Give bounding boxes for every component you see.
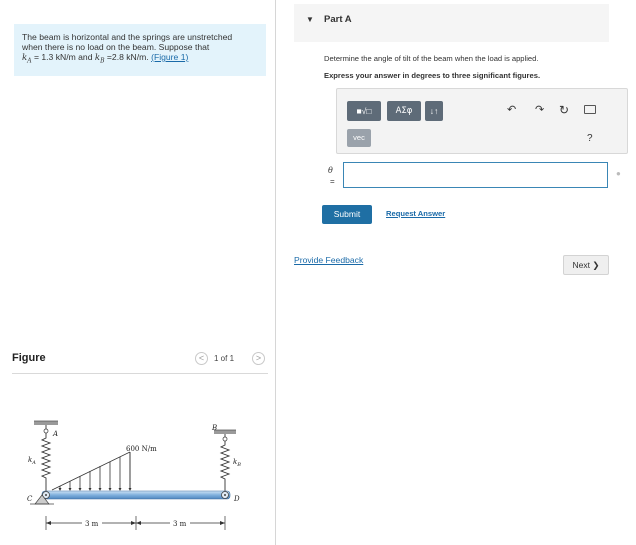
kb-symbol: k [94,53,101,63]
spring-b [221,441,229,484]
figure-next-button[interactable]: > [252,352,265,365]
label-d: D [234,495,240,503]
answer-variable: θ [328,166,333,175]
undo-icon[interactable]: ↶ [507,104,517,116]
label-ka: $k_A$ [28,456,36,466]
beam-figure [26,418,246,540]
arrows-tool-button[interactable]: ↓↑ [425,101,443,121]
ceiling-support-b [214,430,236,441]
and-text: and [75,52,95,62]
dimension-label-1: 3 m [85,520,99,528]
redo-icon[interactable]: ↷ [535,104,545,116]
kb-value: =2.8 kN/m [104,52,147,62]
period: . [146,52,152,62]
math-editor-toolbar [336,88,628,154]
ka-symbol: k [22,53,28,63]
figure-divider [12,373,268,374]
problem-line-3 [22,52,258,67]
distributed-load [52,452,130,490]
submit-button[interactable]: Submit [322,205,372,224]
help-icon[interactable]: ? [587,133,593,144]
ka-value: = 1.3 kN/m [31,52,76,62]
figure-page-count: 1 of 1 [214,354,235,363]
ka-subscript: A [27,57,32,65]
left-panel [0,0,276,545]
collapse-caret-icon[interactable]: ▼ [306,15,314,24]
beam [42,491,230,499]
label-a: A [53,430,59,438]
question-text: Determine the angle of tilt of the beam when the load is applied. [324,54,539,63]
problem-line-2: when there is no load on the beam. Suppose that [22,42,210,52]
answer-input[interactable] [343,162,608,188]
label-load: 600 N/m [126,445,157,453]
label-kb: $k_B$ [233,458,241,468]
load-arrowheads [59,488,132,491]
reset-icon[interactable]: ↻ [559,103,570,117]
figure-title: Figure [12,352,46,364]
problem-line-1: The beam is horizontal and the springs are unstretched [22,32,233,42]
request-answer-link[interactable]: Request Answer [386,209,446,218]
figure-prev-button[interactable]: < [195,352,208,365]
kb-subscript: B [100,57,105,65]
spring-a [42,433,50,484]
vector-tool-button[interactable]: vec [347,129,371,147]
figure-link[interactable]: (Figure 1) [151,52,189,62]
provide-feedback-link[interactable]: Provide Feedback [294,255,364,265]
answer-equals: = [330,177,335,186]
problem-statement [14,24,266,76]
greek-symbols-button[interactable]: ΑΣφ [387,101,421,121]
part-title: Part A [324,14,352,25]
keyboard-icon[interactable] [584,105,596,114]
instruction-text: Express your answer in degrees to three significant figures. [324,71,541,80]
label-c: C [27,495,33,503]
template-tool-button[interactable]: ■√□ [347,101,381,121]
next-button[interactable]: Next ❯ [563,255,609,275]
input-status-dot: ● [616,169,621,178]
dimension-label-2: 3 m [173,520,187,528]
label-b: B [212,424,218,432]
